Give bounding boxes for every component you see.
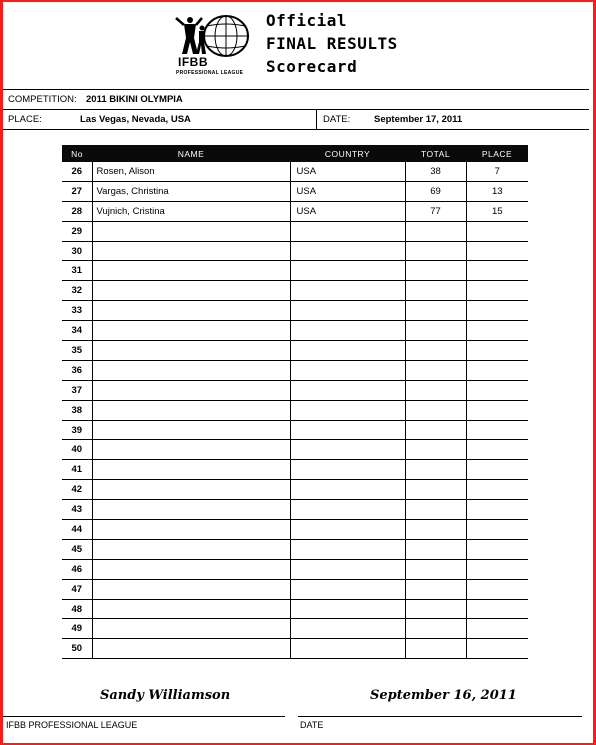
column-header-name: NAME	[92, 145, 290, 162]
cell-country	[290, 539, 405, 559]
cell-country: USA	[290, 201, 405, 221]
cell-total	[405, 460, 466, 480]
cell-name	[92, 599, 290, 619]
cell-country	[290, 599, 405, 619]
cell-name	[92, 639, 290, 659]
cell-place	[466, 341, 528, 361]
cell-country	[290, 321, 405, 341]
cell-total	[405, 440, 466, 460]
cell-total: 38	[405, 162, 466, 181]
table-row	[62, 639, 528, 659]
cell-country	[290, 341, 405, 361]
table-row	[62, 559, 528, 579]
table-row	[62, 281, 528, 301]
cell-total	[405, 360, 466, 380]
table-row	[62, 261, 528, 281]
cell-total	[405, 301, 466, 321]
cell-no: 46	[62, 559, 92, 579]
cell-no: 31	[62, 261, 92, 281]
cell-place	[466, 500, 528, 520]
cell-total	[405, 281, 466, 301]
table-row	[62, 201, 528, 221]
table-row	[62, 460, 528, 480]
cell-total	[405, 539, 466, 559]
table-row	[62, 480, 528, 500]
table-row	[62, 619, 528, 639]
cell-name	[92, 539, 290, 559]
cell-name	[92, 500, 290, 520]
cell-name	[92, 221, 290, 241]
header-rule-top	[3, 89, 589, 90]
cell-place	[466, 539, 528, 559]
cell-no: 26	[62, 162, 92, 181]
cell-total	[405, 599, 466, 619]
cell-country	[290, 221, 405, 241]
cell-name	[92, 281, 290, 301]
cell-place	[466, 480, 528, 500]
logo-text: IFBB	[178, 55, 208, 69]
place-value: Las Vegas, Nevada, USA	[80, 114, 191, 125]
cell-country	[290, 639, 405, 659]
signature-line	[3, 716, 285, 717]
cell-no: 47	[62, 579, 92, 599]
cell-place	[466, 400, 528, 420]
cell-no: 35	[62, 341, 92, 361]
cell-name	[92, 420, 290, 440]
cell-no: 45	[62, 539, 92, 559]
cell-place: 15	[466, 201, 528, 221]
table-row	[62, 539, 528, 559]
cell-country	[290, 440, 405, 460]
cell-name	[92, 380, 290, 400]
cell-place	[466, 360, 528, 380]
cell-country	[290, 559, 405, 579]
table-row	[62, 440, 528, 460]
cell-no: 27	[62, 181, 92, 201]
title-scorecard: Scorecard	[266, 57, 358, 76]
cell-no: 29	[62, 221, 92, 241]
cell-country	[290, 360, 405, 380]
table-row	[62, 380, 528, 400]
table-row	[62, 341, 528, 361]
table-row	[62, 599, 528, 619]
cell-place	[466, 579, 528, 599]
cell-total	[405, 221, 466, 241]
cell-name	[92, 520, 290, 540]
cell-no: 30	[62, 241, 92, 261]
cell-country	[290, 579, 405, 599]
cell-name	[92, 440, 290, 460]
cell-place	[466, 241, 528, 261]
cell-no: 28	[62, 201, 92, 221]
cell-country	[290, 400, 405, 420]
cell-name	[92, 480, 290, 500]
cell-name: Vujnich, Cristina	[92, 201, 290, 221]
date-label: DATE:	[323, 114, 351, 125]
cell-place	[466, 639, 528, 659]
date-line	[298, 716, 582, 717]
cell-name: Rosen, Alison	[92, 162, 290, 181]
signed-date: September 16, 2011	[370, 688, 517, 703]
cell-no: 38	[62, 400, 92, 420]
cell-country	[290, 500, 405, 520]
table-row	[62, 241, 528, 261]
cell-no: 50	[62, 639, 92, 659]
cell-total	[405, 321, 466, 341]
cell-country	[290, 420, 405, 440]
cell-place	[466, 460, 528, 480]
table-row	[62, 181, 528, 201]
cell-place	[466, 420, 528, 440]
column-header-no: No	[62, 145, 92, 162]
cell-country	[290, 281, 405, 301]
cell-no: 37	[62, 380, 92, 400]
footer-league-label: IFBB PROFESSIONAL LEAGUE	[6, 720, 138, 730]
table-row	[62, 301, 528, 321]
cell-name: Vargas, Christina	[92, 181, 290, 201]
results-table	[62, 145, 528, 659]
column-header-place: PLACE	[466, 145, 528, 162]
cell-total	[405, 579, 466, 599]
table-row	[62, 400, 528, 420]
cell-name	[92, 321, 290, 341]
cell-no: 48	[62, 599, 92, 619]
cell-name	[92, 559, 290, 579]
cell-place	[466, 301, 528, 321]
cell-name	[92, 261, 290, 281]
table-row	[62, 221, 528, 241]
cell-place	[466, 599, 528, 619]
cell-no: 49	[62, 619, 92, 639]
table-row	[62, 360, 528, 380]
header-rule-middle	[3, 109, 589, 110]
cell-name	[92, 579, 290, 599]
cell-total: 69	[405, 181, 466, 201]
logo-subtext: PROFESSIONAL LEAGUE	[176, 70, 244, 76]
cell-no: 33	[62, 301, 92, 321]
place-label: PLACE:	[8, 114, 42, 125]
header-rule-bottom	[3, 129, 589, 130]
cell-total	[405, 619, 466, 639]
cell-no: 44	[62, 520, 92, 540]
cell-name	[92, 400, 290, 420]
cell-name	[92, 460, 290, 480]
cell-country	[290, 460, 405, 480]
cell-name	[92, 619, 290, 639]
table-row	[62, 321, 528, 341]
competition-value: 2011 BIKINI OLYMPIA	[86, 94, 183, 105]
table-row	[62, 420, 528, 440]
cell-total	[405, 261, 466, 281]
cell-place	[466, 619, 528, 639]
signature: Sandy Williamson	[100, 688, 231, 703]
cell-no: 40	[62, 440, 92, 460]
table-header-row	[62, 145, 528, 162]
footer-date-label: DATE	[300, 720, 324, 730]
cell-total	[405, 420, 466, 440]
cell-place: 7	[466, 162, 528, 181]
cell-place	[466, 440, 528, 460]
cell-place	[466, 281, 528, 301]
cell-no: 34	[62, 321, 92, 341]
cell-country	[290, 380, 405, 400]
header-divider	[316, 109, 317, 129]
competition-label: COMPETITION:	[8, 94, 77, 105]
cell-country: USA	[290, 181, 405, 201]
cell-total	[405, 480, 466, 500]
table-row	[62, 579, 528, 599]
cell-no: 36	[62, 360, 92, 380]
cell-no: 39	[62, 420, 92, 440]
cell-name	[92, 341, 290, 361]
column-header-country: COUNTRY	[290, 145, 405, 162]
cell-total	[405, 520, 466, 540]
cell-total	[405, 400, 466, 420]
cell-no: 41	[62, 460, 92, 480]
cell-place	[466, 559, 528, 579]
cell-total: 77	[405, 201, 466, 221]
cell-name	[92, 241, 290, 261]
cell-name	[92, 360, 290, 380]
cell-country	[290, 619, 405, 639]
table-row	[62, 162, 528, 181]
cell-country	[290, 520, 405, 540]
cell-total	[405, 241, 466, 261]
cell-total	[405, 380, 466, 400]
cell-country	[290, 301, 405, 321]
cell-total	[405, 341, 466, 361]
cell-country	[290, 261, 405, 281]
cell-country: USA	[290, 162, 405, 181]
cell-country	[290, 480, 405, 500]
cell-place	[466, 380, 528, 400]
cell-place	[466, 321, 528, 341]
table-row	[62, 500, 528, 520]
cell-place	[466, 520, 528, 540]
cell-no: 43	[62, 500, 92, 520]
cell-place	[466, 261, 528, 281]
cell-place	[466, 221, 528, 241]
cell-country	[290, 241, 405, 261]
cell-no: 32	[62, 281, 92, 301]
cell-no: 42	[62, 480, 92, 500]
cell-name	[92, 301, 290, 321]
title-final-results: FINAL RESULTS	[266, 34, 398, 53]
cell-total	[405, 559, 466, 579]
cell-total	[405, 500, 466, 520]
cell-total	[405, 639, 466, 659]
cell-place: 13	[466, 181, 528, 201]
title-official: Official	[266, 11, 348, 30]
date-value: September 17, 2011	[374, 114, 463, 125]
table-row	[62, 520, 528, 540]
column-header-total: TOTAL	[405, 145, 466, 162]
